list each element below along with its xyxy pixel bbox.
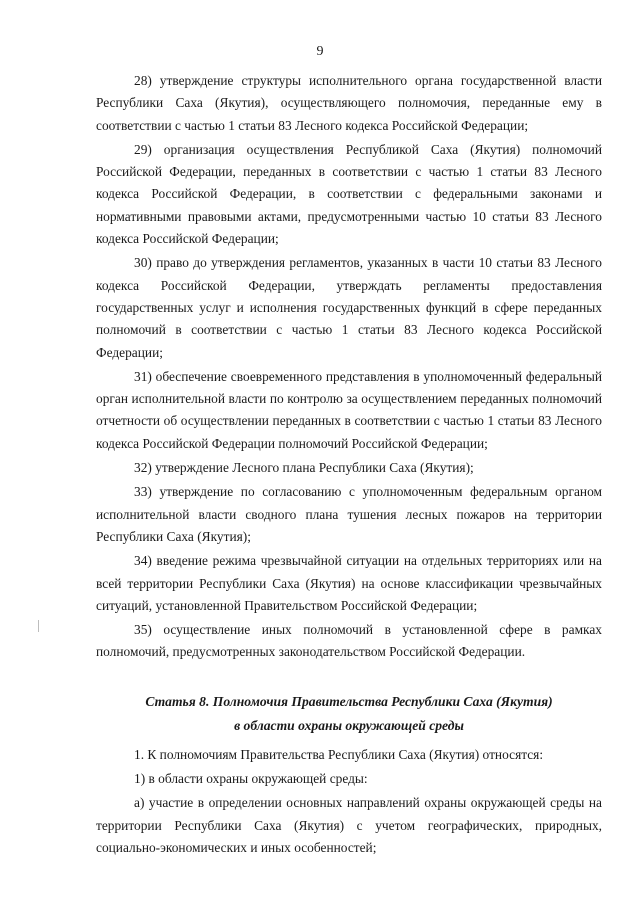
article-8-subtitle: в области охраны окружающей среды xyxy=(234,717,464,733)
item-30: 30) право до утверждения регламентов, указанных в части 10 статьи 83 Лесного кодекса Российской Федерации, утверждать регламенты предоставления государственных услуг и исполнения государственных функций в сфере переданных полномочий в соответствии с частью 1 статьи 83 Лесного кодекса Российской Федерации; xyxy=(96,255,602,360)
article-8-subclause-1: 1) в области охраны окружающей среды: xyxy=(134,771,368,787)
article-8-clause-1: 1. К полномочиям Правительства Республики Саха (Якутия) относятся: xyxy=(134,746,544,762)
scan-artifact xyxy=(38,620,39,632)
item-28: 28) утверждение структуры исполнительного органа государственной власти Республики Саха (Якутия), осуществляющего полномочия, переданные ему в соответствии с частью 1 статьи 83 Лесного кодекса Российской Федерации; xyxy=(96,73,602,133)
item-35: 35) осуществление иных полномочий в установленной сфере в рамках полномочий, предусмотренных законодательством Российской Федерации. xyxy=(96,622,602,660)
article-8-subclause-a: а) участие в определении основных направлений охраны окружающей среды на территории Республики Саха (Якутия) с учетом географических, природных, социально-экономических и иных особенностей; xyxy=(96,795,602,855)
item-31: 31) обеспечение своевременного представления в уполномоченный федеральный орган исполнительной власти по контролю за осуществлением переданных полномочий отчетности об осуществлении переданных в соответствии с частью 1 статьи 83 Лесного кодекса Российской Федерации полномочий Российской Федерации; xyxy=(96,368,602,451)
item-32: 32) утверждение Лесного плана Республики Саха (Якутия); xyxy=(134,460,474,476)
page-number: 9 xyxy=(316,44,324,59)
item-34: 34) введение режима чрезвычайной ситуации на отдельных территориях или на всей территории Республики Саха (Якутия) на основе классификации чрезвычайных ситуаций, установленной Правительством Российской Федерации; xyxy=(96,553,602,613)
document-body xyxy=(96,70,602,861)
article-8-title: Статья 8. Полномочия Правительства Республики Саха (Якутия) xyxy=(145,693,553,709)
section-gap xyxy=(96,666,602,690)
item-33: 33) утверждение по согласованию с уполномоченным федеральным органом исполнительной власти сводного плана тушения лесных пожаров на территории Республики Саха (Якутия); xyxy=(96,484,602,544)
item-29: 29) организация осуществления Республикой Саха (Якутия) полномочий Российской Федерации, переданных в соответствии с частью 1 статьи 83 Лесного кодекса Российской Федерации, в соответствии с федеральными законами и нормативными правовыми актами, предусмотренными частью 10 статьи 83 Лесного кодекса Российской Федерации; xyxy=(96,141,602,247)
